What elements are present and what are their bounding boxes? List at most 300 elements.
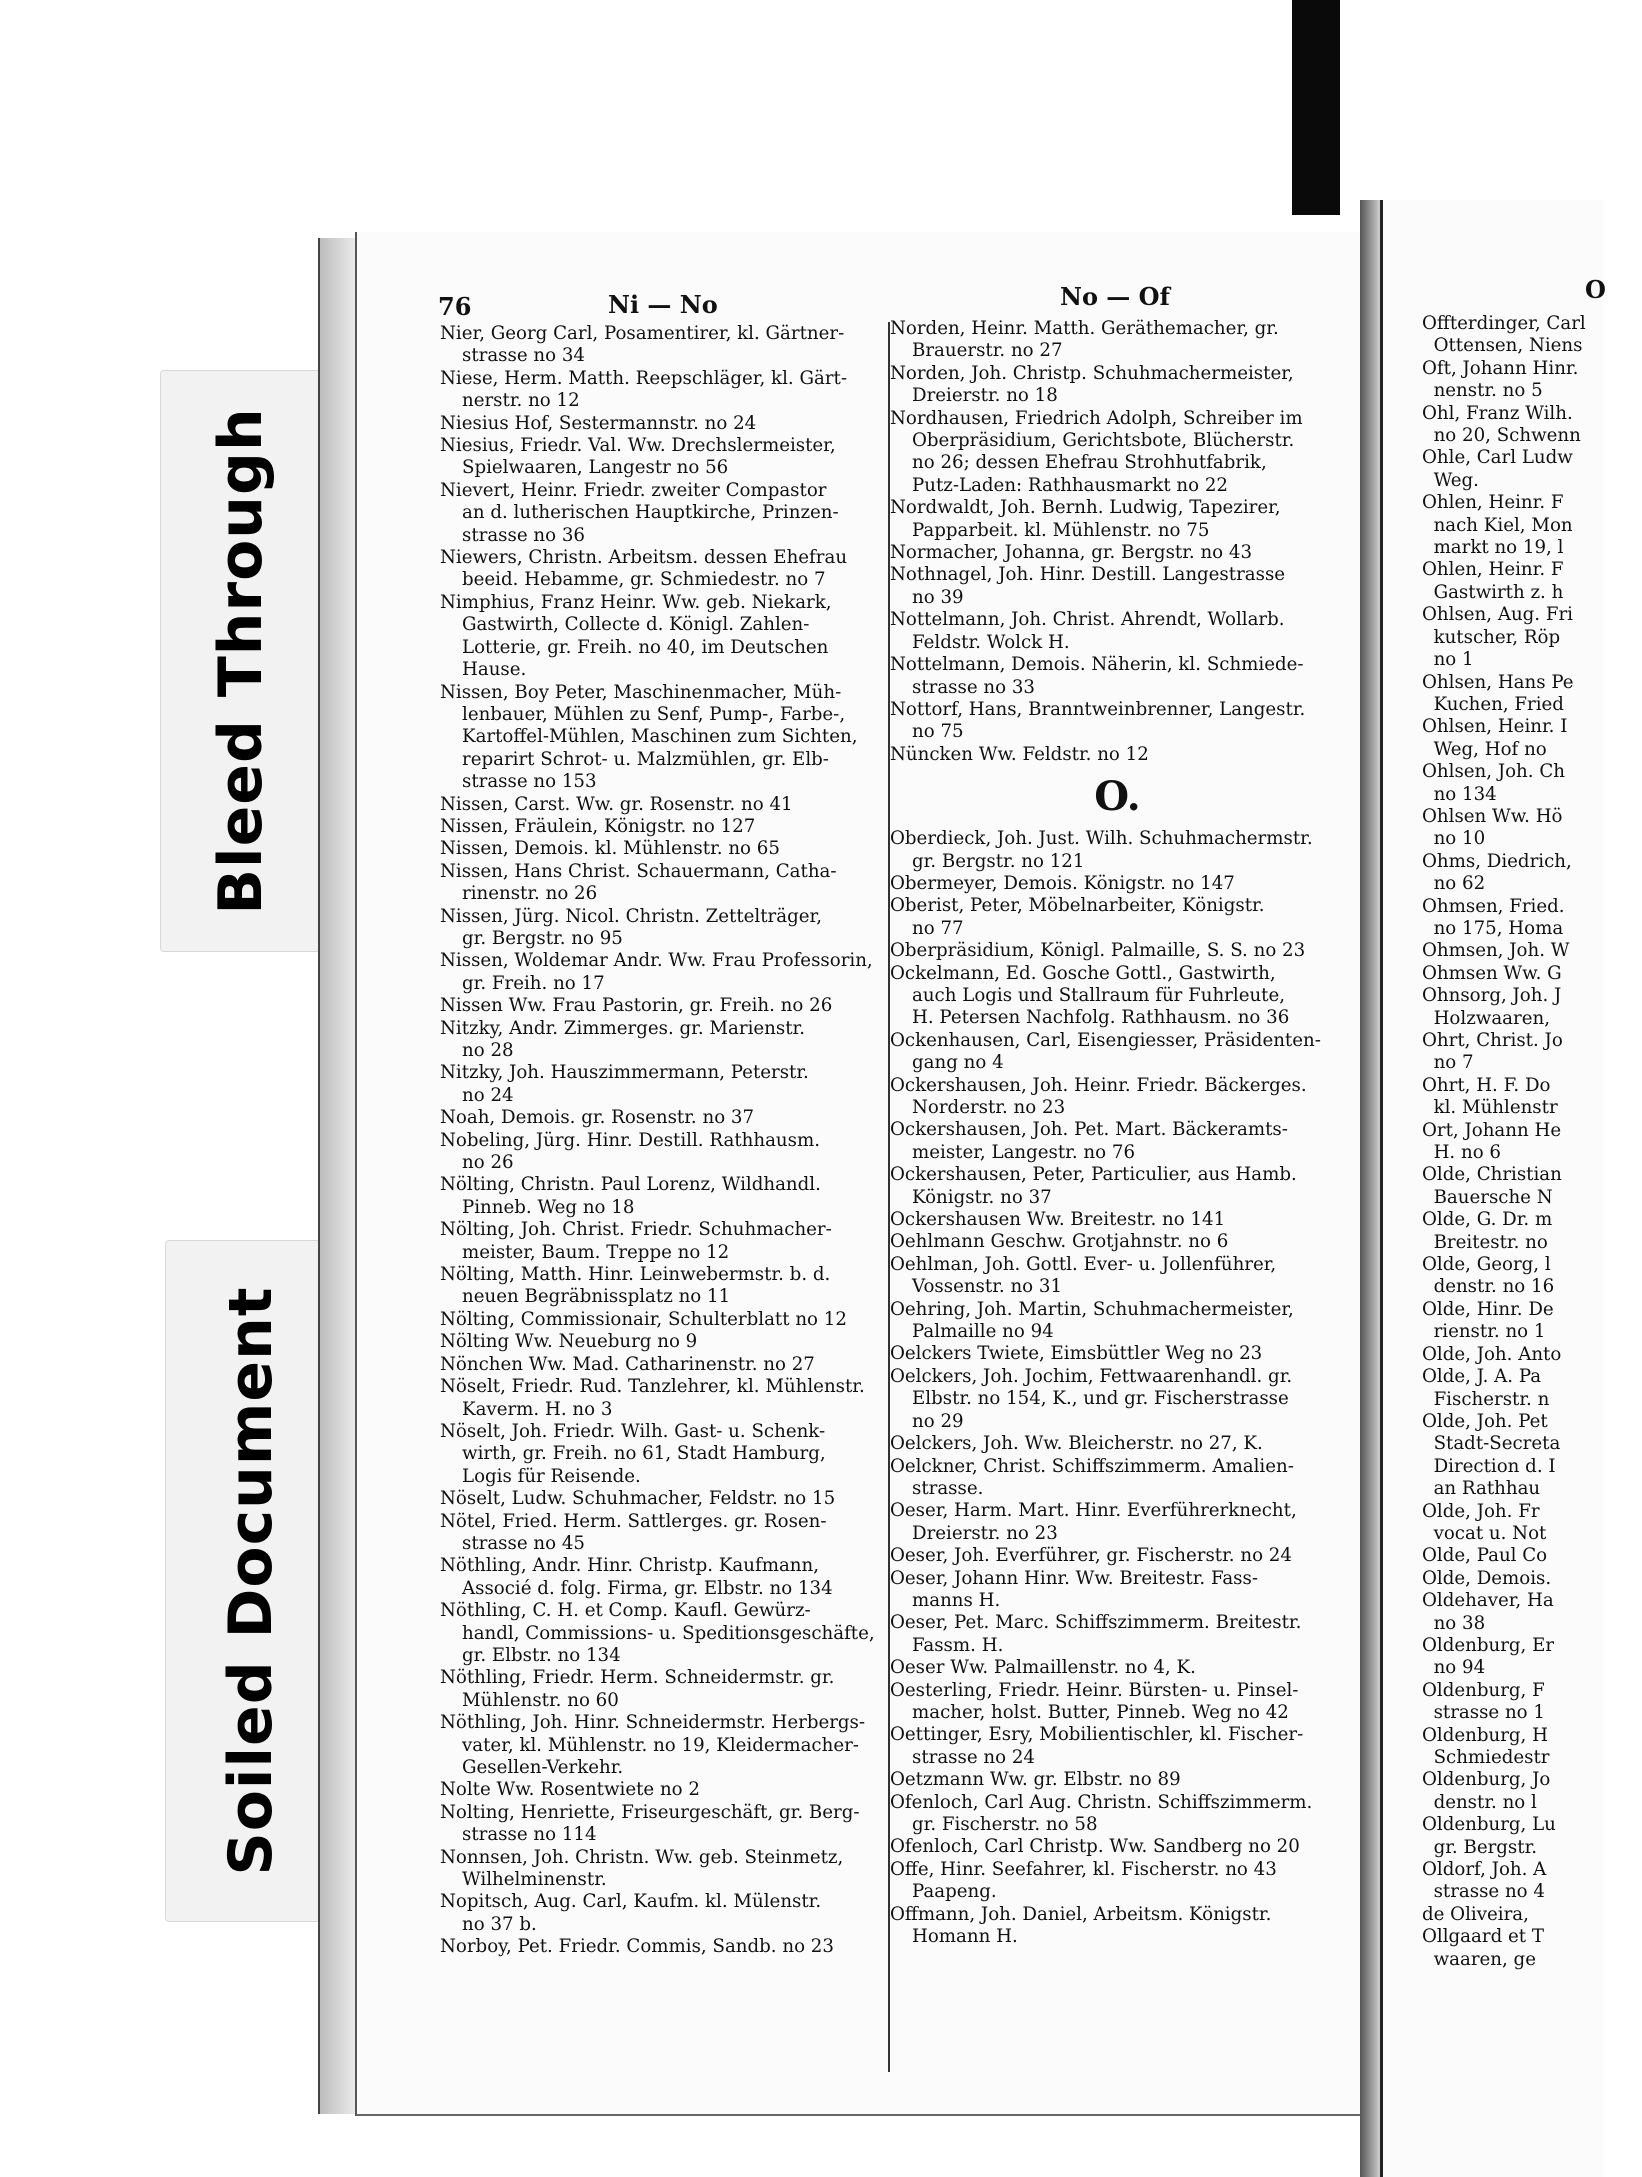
entry-first-line: Nimphius, Franz Heinr. Ww. geb. Niekark, bbox=[440, 591, 832, 613]
next-page-line: markt no 19, l bbox=[1422, 537, 1564, 559]
entry-first-line: Oehring, Joh. Martin, Schuhmachermeister, bbox=[890, 1298, 1294, 1320]
entry-first-line: Nöthling, Joh. Hinr. Schneidermstr. Herbergs- bbox=[440, 1712, 866, 1734]
directory-entry bbox=[440, 1107, 888, 1129]
entry-continuation-line: handl, Commissions- u. Speditionsgeschäfte, bbox=[462, 1622, 875, 1644]
entry-continuation-line: Mühlenstr. no 60 bbox=[462, 1689, 619, 1711]
entry-first-line: Oberist, Peter, Möbelnarbeiter, Königstr. bbox=[890, 895, 1265, 917]
next-page-line: no 38 bbox=[1422, 1612, 1486, 1634]
next-page-line: Ohlsen, Hans Pe bbox=[1422, 671, 1574, 693]
entry-first-line: Oeser, Joh. Everführer, gr. Fischerstr. no 24 bbox=[890, 1545, 1292, 1567]
next-page-line: Fischerstr. n bbox=[1422, 1388, 1550, 1410]
directory-entry bbox=[440, 1219, 888, 1264]
next-page-line: Ottensen, Niens bbox=[1422, 335, 1583, 357]
entry-first-line: Nölting, Joh. Christ. Friedr. Schuhmacher- bbox=[440, 1219, 832, 1241]
next-page-line: H. no 6 bbox=[1422, 1142, 1502, 1164]
directory-entry bbox=[890, 1366, 1345, 1433]
entry-continuation-line: Dreierstr. no 23 bbox=[912, 1522, 1058, 1544]
bleed-through-tab bbox=[160, 370, 322, 952]
directory-entry bbox=[440, 435, 888, 480]
directory-entry bbox=[440, 794, 888, 816]
directory-entry bbox=[440, 1712, 888, 1779]
directory-entry bbox=[440, 480, 888, 547]
next-page-line: Olde, Paul Co bbox=[1422, 1545, 1548, 1567]
entry-continuation-line: neuen Begräbnissplatz no 11 bbox=[462, 1286, 731, 1308]
book-spine bbox=[1360, 200, 1380, 2177]
next-page-line: strasse no 4 bbox=[1422, 1881, 1545, 1903]
entry-first-line: Nolte Ww. Rosentwiete no 2 bbox=[440, 1779, 700, 1801]
next-page-line: Direction d. I bbox=[1422, 1455, 1556, 1477]
entry-continuation-line: Vossenstr. no 31 bbox=[912, 1276, 1063, 1298]
next-page-column bbox=[1422, 313, 1642, 1971]
directory-entry bbox=[890, 542, 1345, 564]
entry-first-line: Nordwaldt, Joh. Bernh. Ludwig, Tapezirer, bbox=[890, 497, 1281, 519]
entry-first-line: Nötel, Fried. Herm. Sattlerges. gr. Rosen- bbox=[440, 1510, 827, 1532]
entry-first-line: Nölting Ww. Neueburg no 9 bbox=[440, 1331, 698, 1353]
entry-continuation-line: Brauerstr. no 27 bbox=[912, 340, 1063, 362]
next-page-line: kutscher, Röp bbox=[1422, 626, 1561, 648]
entry-continuation-line: Fassm. H. bbox=[912, 1634, 1004, 1656]
entry-continuation-line: Papparbeit. kl. Mühlenstr. no 75 bbox=[912, 519, 1210, 541]
entry-first-line: Nissen, Boy Peter, Maschinenmacher, Müh- bbox=[440, 681, 842, 703]
next-page-line: Oldehaver, Ha bbox=[1422, 1590, 1554, 1612]
directory-entry bbox=[890, 699, 1345, 744]
next-page-line: kl. Mühlenstr bbox=[1422, 1097, 1558, 1119]
entry-continuation-line: no 26; dessen Ehefrau Strohhutfabrik, bbox=[912, 452, 1267, 474]
directory-entry bbox=[890, 1456, 1345, 1501]
entry-first-line: Nottelmann, Joh. Christ. Ahrendt, Wollarb. bbox=[890, 609, 1285, 631]
next-page-line: Oldenburg, H bbox=[1422, 1724, 1548, 1746]
entry-continuation-line: rinenstr. no 26 bbox=[462, 883, 598, 905]
entry-first-line: Nissen, Fräulein, Königstr. no 127 bbox=[440, 815, 756, 837]
entry-first-line: Oelckers Twiete, Eimsbüttler Weg no 23 bbox=[890, 1343, 1263, 1365]
next-page-line: Olde, Georg, l bbox=[1422, 1254, 1551, 1276]
directory-entry bbox=[440, 1130, 888, 1175]
entry-continuation-line: macher, holst. Butter, Pinneb. Weg no 42 bbox=[912, 1701, 1289, 1723]
next-page-line: Olde, Christian bbox=[1422, 1164, 1562, 1186]
next-page-line: Oldenburg, Lu bbox=[1422, 1814, 1556, 1836]
next-page-line: Ohmsen Ww. G bbox=[1422, 962, 1562, 984]
next-page-line: nach Kiel, Mon bbox=[1422, 514, 1573, 536]
entry-first-line: Norden, Heinr. Matth. Geräthemacher, gr. bbox=[890, 318, 1279, 339]
entry-continuation-line: wirth, gr. Freih. no 61, Stadt Hamburg, bbox=[462, 1443, 826, 1465]
entry-continuation-line: no 77 bbox=[912, 917, 964, 939]
directory-entry bbox=[890, 318, 1345, 363]
entry-first-line: Nöselt, Friedr. Rud. Tanzlehrer, kl. Mühlenstr. bbox=[440, 1376, 865, 1398]
directory-entry bbox=[440, 1354, 888, 1376]
directory-entry bbox=[440, 1309, 888, 1331]
black-bar bbox=[1292, 0, 1340, 215]
next-page-line: Holzwaaren, bbox=[1422, 1007, 1550, 1029]
entry-first-line: Norden, Joh. Christp. Schuhmachermeister, bbox=[890, 362, 1294, 384]
entry-first-line: Oelckner, Christ. Schiffszimmerm. Amalien- bbox=[890, 1455, 1294, 1477]
entry-first-line: Nottorf, Hans, Branntweinbrenner, Langestr. bbox=[890, 698, 1306, 720]
directory-entry bbox=[440, 816, 888, 838]
next-page-line: Weg. bbox=[1422, 469, 1479, 491]
directory-entry bbox=[440, 1174, 888, 1219]
directory-entry bbox=[440, 1421, 888, 1488]
entry-continuation-line: gr. Freih. no 17 bbox=[462, 972, 605, 994]
left-column bbox=[440, 323, 888, 1959]
entry-first-line: Norboy, Pet. Friedr. Commis, Sandb. no 23 bbox=[440, 1936, 834, 1958]
next-page-line: no 175, Homa bbox=[1422, 917, 1564, 939]
next-page-line: Ohlsen, Aug. Fri bbox=[1422, 604, 1573, 626]
next-page-line: Ohlsen, Heinr. I bbox=[1422, 716, 1568, 738]
entry-continuation-line: lenbauer, Mühlen zu Senf, Pump-, Farbe-, bbox=[462, 703, 846, 725]
entry-first-line: Nöthling, Andr. Hinr. Christp. Kaufmann, bbox=[440, 1555, 819, 1577]
entry-continuation-line: gang no 4 bbox=[912, 1052, 1004, 1074]
directory-entry bbox=[890, 940, 1345, 962]
directory-entry bbox=[440, 950, 888, 995]
directory-entry bbox=[890, 1724, 1345, 1769]
entry-continuation-line: strasse no 153 bbox=[462, 771, 597, 793]
next-page-line: waaren, ge bbox=[1422, 1948, 1536, 1970]
entry-first-line: Nölting, Christn. Paul Lorenz, Wildhandl. bbox=[440, 1174, 821, 1196]
next-page-line: Oldenburg, Er bbox=[1422, 1634, 1555, 1656]
next-page-line: Olde, G. Dr. m bbox=[1422, 1209, 1553, 1231]
directory-entry bbox=[890, 1545, 1345, 1567]
running-head-right: No — Of bbox=[1060, 282, 1170, 311]
entry-first-line: Oeser, Harm. Mart. Hinr. Everführerknecht, bbox=[890, 1500, 1297, 1522]
letter-heading: O. bbox=[1094, 773, 1141, 821]
right-column bbox=[890, 318, 1345, 1948]
directory-entry bbox=[890, 1612, 1345, 1657]
entry-continuation-line: Königstr. no 37 bbox=[912, 1186, 1052, 1208]
entry-first-line: Noah, Demois. gr. Rosenstr. no 37 bbox=[440, 1107, 755, 1129]
entry-continuation-line: Lotterie, gr. Freih. no 40, im Deutschen bbox=[462, 636, 829, 658]
entry-continuation-line: no 26 bbox=[462, 1152, 514, 1174]
entry-continuation-line: vater, kl. Mühlenstr. no 19, Kleidermacher- bbox=[462, 1734, 859, 1756]
entry-first-line: Nöselt, Joh. Friedr. Wilh. Gast- u. Schenk- bbox=[440, 1420, 826, 1442]
entry-continuation-line: Palmaille no 94 bbox=[912, 1321, 1054, 1343]
directory-entry bbox=[890, 1500, 1345, 1545]
next-page-line: an Rathhau bbox=[1422, 1478, 1541, 1500]
page-number: 76 bbox=[438, 292, 472, 321]
next-page-line: Ohrt, H. F. Do bbox=[1422, 1074, 1551, 1096]
directory-entry bbox=[440, 1376, 888, 1421]
entry-first-line: Obermeyer, Demois. Königstr. no 147 bbox=[890, 872, 1235, 894]
directory-entry bbox=[440, 368, 888, 413]
entry-first-line: Oeser, Pet. Marc. Schiffszimmerm. Breitestr. bbox=[890, 1612, 1302, 1634]
directory-entry bbox=[890, 1164, 1345, 1209]
directory-entry bbox=[440, 838, 888, 860]
next-page-line: Bauersche N bbox=[1422, 1186, 1553, 1208]
entry-first-line: Oelckers, Joh. Jochim, Fettwaarenhandl. gr. bbox=[890, 1365, 1293, 1387]
directory-entry bbox=[440, 906, 888, 951]
entry-continuation-line: no 37 b. bbox=[462, 1913, 537, 1935]
directory-entry bbox=[890, 895, 1345, 940]
entry-continuation-line: strasse no 33 bbox=[912, 676, 1035, 698]
next-page-line: denstr. no l bbox=[1422, 1791, 1537, 1813]
entry-continuation-line: gr. Bergstr. no 95 bbox=[462, 927, 623, 949]
next-page-line: Olde, Hinr. De bbox=[1422, 1298, 1554, 1320]
next-page-line: strasse no 1 bbox=[1422, 1702, 1545, 1724]
entry-continuation-line: H. Petersen Nachfolg. Rathhausm. no 36 bbox=[912, 1007, 1290, 1029]
entry-first-line: Offe, Hinr. Seefahrer, kl. Fischerstr. no 43 bbox=[890, 1858, 1277, 1880]
entry-continuation-line: Homann H. bbox=[912, 1926, 1018, 1948]
entry-continuation-line: strasse. bbox=[912, 1477, 984, 1499]
directory-entry bbox=[890, 1657, 1345, 1679]
directory-entry bbox=[890, 1680, 1345, 1725]
entry-continuation-line: nerstr. no 12 bbox=[462, 390, 580, 412]
next-page-line: Olde, J. A. Pa bbox=[1422, 1366, 1542, 1388]
next-page-line: Ohlen, Heinr. F bbox=[1422, 492, 1564, 514]
entry-first-line: Nissen, Woldemar Andr. Ww. Frau Professorin, bbox=[440, 950, 873, 972]
entry-first-line: Niesius Hof, Sestermannstr. no 24 bbox=[440, 412, 757, 434]
directory-entry bbox=[890, 497, 1345, 542]
directory-entry bbox=[890, 363, 1345, 408]
entry-first-line: Nissen, Hans Christ. Schauermann, Catha- bbox=[440, 860, 837, 882]
entry-continuation-line: no 29 bbox=[912, 1410, 964, 1432]
entry-first-line: Ockershausen Ww. Breitestr. no 141 bbox=[890, 1209, 1226, 1231]
entry-first-line: Oesterling, Friedr. Heinr. Bürsten- u. Pinsel- bbox=[890, 1679, 1299, 1701]
entry-continuation-line: Norderstr. no 23 bbox=[912, 1097, 1066, 1118]
entry-continuation-line: meister, Baum. Treppe no 12 bbox=[462, 1241, 730, 1263]
next-page-line: Olde, Joh. Anto bbox=[1422, 1343, 1562, 1365]
directory-entry bbox=[890, 1209, 1345, 1231]
entry-first-line: Nonnsen, Joh. Christn. Ww. geb. Steinmetz, bbox=[440, 1846, 844, 1868]
directory-entry bbox=[440, 1667, 888, 1712]
entry-continuation-line: strasse no 34 bbox=[462, 345, 585, 367]
entry-first-line: Offmann, Joh. Daniel, Arbeitsm. Königstr. bbox=[890, 1903, 1272, 1925]
next-page-line: nenstr. no 5 bbox=[1422, 380, 1543, 402]
directory-entry bbox=[440, 413, 888, 435]
directory-entry bbox=[440, 1802, 888, 1847]
entry-first-line: Nissen, Jürg. Nicol. Christn. Zettelträger, bbox=[440, 905, 822, 927]
entry-first-line: Nopitsch, Aug. Carl, Kaufm. kl. Mülenstr. bbox=[440, 1891, 822, 1913]
directory-entry bbox=[440, 1847, 888, 1892]
entry-continuation-line: Logis für Reisende. bbox=[462, 1465, 641, 1487]
entry-continuation-line: Putz-Laden: Rathhausmarkt no 22 bbox=[912, 474, 1228, 496]
entry-first-line: Oelckers, Joh. Ww. Bleicherstr. no 27, K. bbox=[890, 1433, 1263, 1455]
entry-continuation-line: Wilhelminenstr. bbox=[462, 1869, 607, 1891]
entry-first-line: Niesius, Friedr. Val. Ww. Drechslermeister, bbox=[440, 435, 836, 457]
directory-entry bbox=[440, 547, 888, 592]
entry-continuation-line: gr. Fischerstr. no 58 bbox=[912, 1814, 1098, 1835]
next-page-line: vocat u. Not bbox=[1422, 1522, 1547, 1544]
entry-continuation-line: Associé d. folg. Firma, gr. Elbstr. no 134 bbox=[462, 1577, 833, 1599]
next-page-line: Ohl, Franz Wilh. bbox=[1422, 402, 1573, 424]
entry-first-line: Nissen, Demois. kl. Mühlenstr. no 65 bbox=[440, 838, 780, 860]
entry-continuation-line: no 24 bbox=[462, 1084, 514, 1106]
next-page-line: denstr. no 16 bbox=[1422, 1276, 1555, 1298]
directory-entry bbox=[440, 1891, 888, 1936]
next-page-line: Oldenburg, F bbox=[1422, 1679, 1545, 1701]
entry-continuation-line: no 28 bbox=[462, 1040, 514, 1061]
next-page-line: Ohlsen, Joh. Ch bbox=[1422, 761, 1565, 783]
next-page-line: gr. Bergstr. bbox=[1422, 1836, 1538, 1858]
next-page-line: no 62 bbox=[1422, 873, 1486, 895]
entry-continuation-line: Oberpräsidium, Gerichtsbote, Blücherstr. bbox=[912, 430, 1295, 452]
directory-entry bbox=[890, 963, 1345, 1030]
directory-entry bbox=[440, 1018, 888, 1063]
entry-continuation-line: manns H. bbox=[912, 1589, 1001, 1611]
entry-first-line: Ockershausen, Joh. Pet. Mart. Bäckeramts- bbox=[890, 1119, 1288, 1141]
next-page-line: Ohmsen, Fried. bbox=[1422, 895, 1565, 917]
next-page-line: Ollgaard et T bbox=[1422, 1926, 1544, 1948]
directory-entry bbox=[890, 1254, 1345, 1299]
next-page-line: Kuchen, Fried bbox=[1422, 693, 1564, 715]
directory-entry bbox=[440, 1600, 888, 1667]
entry-continuation-line: Kaverm. H. no 3 bbox=[462, 1398, 613, 1420]
page-edge-shadow bbox=[318, 238, 360, 2114]
directory-entry bbox=[890, 1836, 1345, 1858]
next-page-line: no 10 bbox=[1422, 828, 1486, 850]
entry-first-line: Nüncken Ww. Feldstr. no 12 bbox=[890, 743, 1149, 765]
next-page-line: Oldenburg, Jo bbox=[1422, 1769, 1551, 1791]
entry-first-line: Oehlman, Joh. Gottl. Ever- u. Jollenführer, bbox=[890, 1253, 1277, 1275]
entry-first-line: Oettinger, Esry, Mobilientischler, kl. Fischer- bbox=[890, 1724, 1304, 1746]
directory-entry bbox=[440, 1062, 888, 1107]
entry-first-line: Nothnagel, Joh. Hinr. Destill. Langestrasse bbox=[890, 564, 1286, 586]
entry-first-line: Nölting, Commissionair, Schulterblatt no 12 bbox=[440, 1308, 847, 1330]
entry-continuation-line: Elbstr. no 154, K., und gr. Fischerstrasse bbox=[912, 1388, 1289, 1410]
next-page-line: Breitestr. no bbox=[1422, 1231, 1548, 1253]
directory-entry bbox=[890, 1792, 1345, 1837]
directory-entry bbox=[890, 744, 1345, 766]
directory-entry bbox=[890, 564, 1345, 609]
next-page-line: Gastwirth z. h bbox=[1422, 581, 1564, 603]
entry-first-line: Nievert, Heinr. Friedr. zweiter Compastor bbox=[440, 479, 827, 501]
entry-first-line: Nönchen Ww. Mad. Catharinenstr. no 27 bbox=[440, 1353, 815, 1375]
entry-first-line: Nölting, Matth. Hinr. Leinwebermstr. b. d. bbox=[440, 1264, 831, 1286]
directory-entry bbox=[440, 1779, 888, 1801]
directory-entry bbox=[440, 592, 888, 682]
soiled-document-tab bbox=[165, 1240, 337, 1922]
entry-first-line: Oberpräsidium, Königl. Palmaille, S. S. no 23 bbox=[890, 940, 1306, 962]
directory-entry bbox=[890, 1769, 1345, 1791]
entry-first-line: Oeser Ww. Palmaillenstr. no 4, K. bbox=[890, 1657, 1196, 1679]
next-page-line: Schmiedestr bbox=[1422, 1747, 1550, 1768]
directory-entry bbox=[440, 1488, 888, 1510]
entry-first-line: Nöthling, C. H. et Comp. Kaufl. Gewürz- bbox=[440, 1600, 811, 1622]
entry-continuation-line: strasse no 114 bbox=[462, 1824, 597, 1846]
entry-continuation-line: strasse no 45 bbox=[462, 1532, 585, 1554]
right-column-n-entries bbox=[890, 318, 1345, 766]
entry-continuation-line: no 75 bbox=[912, 721, 964, 743]
entry-continuation-line: Gastwirth, Collecte d. Königl. Zahlen- bbox=[462, 614, 810, 636]
entry-first-line: Ockershausen, Peter, Particulier, aus Hamb. bbox=[890, 1164, 1297, 1186]
entry-first-line: Ofenloch, Carl Christp. Ww. Sandberg no 20 bbox=[890, 1836, 1300, 1858]
entry-first-line: Oberdieck, Joh. Just. Wilh. Schuhmachermstr. bbox=[890, 828, 1313, 850]
next-page-line: no 20, Schwenn bbox=[1422, 425, 1581, 447]
directory-entry bbox=[890, 408, 1345, 498]
entry-continuation-line: no 39 bbox=[912, 586, 964, 608]
entry-continuation-line: Dreierstr. no 18 bbox=[912, 385, 1058, 407]
entry-first-line: Nissen Ww. Frau Pastorin, gr. Freih. no 26 bbox=[440, 995, 833, 1017]
entry-first-line: Nottelmann, Demois. Näherin, kl. Schmiede- bbox=[890, 654, 1304, 676]
entry-first-line: Nier, Georg Carl, Posamentirer, kl. Gärtner- bbox=[440, 323, 845, 344]
next-page-line: Ohmsen, Joh. W bbox=[1422, 940, 1570, 962]
directory-entry bbox=[890, 1119, 1345, 1164]
directory-entry bbox=[440, 1264, 888, 1309]
entry-first-line: Niewers, Christn. Arbeitsm. dessen Ehefrau bbox=[440, 547, 848, 569]
entry-first-line: Nöselt, Ludw. Schuhmacher, Feldstr. no 15 bbox=[440, 1488, 836, 1510]
next-page-line: Oldorf, Joh. A bbox=[1422, 1859, 1547, 1881]
next-page-line: Olde, Demois. bbox=[1422, 1567, 1552, 1589]
entry-first-line: Nöthling, Friedr. Herm. Schneidermstr. gr. bbox=[440, 1667, 835, 1689]
entry-continuation-line: Feldstr. Wolck H. bbox=[912, 631, 1070, 653]
entry-first-line: Oehlmann Geschw. Grotjahnstr. no 6 bbox=[890, 1231, 1229, 1253]
next-page-line: no 1 bbox=[1422, 649, 1474, 671]
entry-continuation-line: auch Logis und Stallraum für Fuhrleute, bbox=[912, 984, 1286, 1006]
directory-entry bbox=[440, 323, 888, 368]
entry-first-line: Oeser, Johann Hinr. Ww. Breitestr. Fass- bbox=[890, 1567, 1258, 1589]
directory-entry bbox=[890, 1030, 1345, 1075]
next-page-line: Ohlen, Heinr. F bbox=[1422, 559, 1564, 581]
bleed-through-label: Bleed Through bbox=[206, 407, 276, 915]
directory-entry bbox=[440, 995, 888, 1017]
directory-entry bbox=[440, 1331, 888, 1353]
entry-continuation-line: an d. lutherischen Hauptkirche, Prinzen- bbox=[462, 502, 839, 524]
next-page-line: de Oliveira, bbox=[1422, 1903, 1529, 1925]
directory-entry bbox=[890, 1343, 1345, 1365]
entry-first-line: Ockenhausen, Carl, Eisengiesser, Präsidenten- bbox=[890, 1029, 1321, 1051]
entry-continuation-line: Kartoffel-Mühlen, Maschinen zum Sichten, bbox=[462, 726, 858, 748]
entry-first-line: Normacher, Johanna, gr. Bergstr. no 43 bbox=[890, 542, 1253, 564]
directory-entry bbox=[440, 682, 888, 794]
entry-first-line: Ofenloch, Carl Aug. Christn. Schiffszimmerm. bbox=[890, 1791, 1313, 1813]
directory-entry bbox=[890, 828, 1345, 873]
directory-entry bbox=[890, 1231, 1345, 1253]
next-page-line: rienstr. no 1 bbox=[1422, 1321, 1546, 1343]
next-page-line: Olde, Joh. Fr bbox=[1422, 1500, 1540, 1522]
entry-continuation-line: Pinneb. Weg no 18 bbox=[462, 1196, 635, 1218]
next-page-line: no 94 bbox=[1422, 1657, 1486, 1679]
entry-continuation-line: gr. Elbstr. no 134 bbox=[462, 1644, 621, 1666]
directory-entry bbox=[890, 654, 1345, 699]
entry-first-line: Nitzky, Joh. Hauszimmermann, Peterstr. bbox=[440, 1062, 809, 1084]
next-page-line: Ohrt, Christ. Jo bbox=[1422, 1030, 1563, 1051]
entry-continuation-line: Spielwaaren, Langestr no 56 bbox=[462, 457, 729, 479]
directory-entry bbox=[890, 1433, 1345, 1455]
soiled-document-label: Soiled Document bbox=[216, 1286, 286, 1876]
directory-entry bbox=[890, 1568, 1345, 1613]
directory-entry bbox=[890, 1859, 1345, 1904]
entry-first-line: Nobeling, Jürg. Hinr. Destill. Rathhausm. bbox=[440, 1129, 820, 1151]
directory-entry bbox=[890, 873, 1345, 895]
next-page-line: Ort, Johann He bbox=[1422, 1119, 1562, 1141]
next-page-line: Ohle, Carl Ludw bbox=[1422, 447, 1573, 469]
entry-first-line: Ockelmann, Ed. Gosche Gottl., Gastwirth, bbox=[890, 962, 1276, 984]
directory-entry bbox=[890, 609, 1345, 654]
entry-continuation-line: Hause. bbox=[462, 659, 527, 681]
entry-first-line: Nordhausen, Friedrich Adolph, Schreiber im bbox=[890, 407, 1303, 429]
next-page-line: Weg, Hof no bbox=[1422, 738, 1547, 760]
entry-first-line: Nitzky, Andr. Zimmerges. gr. Marienstr. bbox=[440, 1017, 805, 1039]
running-head-left: Ni — No bbox=[608, 290, 718, 319]
next-page-running-head: O bbox=[1585, 275, 1606, 304]
next-page-line: Ohms, Diedrich, bbox=[1422, 850, 1572, 872]
entry-continuation-line: strasse no 24 bbox=[912, 1746, 1035, 1768]
directory-entry bbox=[440, 1936, 888, 1958]
directory-entry bbox=[890, 1299, 1345, 1344]
next-page-line: Olde, Joh. Pet bbox=[1422, 1410, 1548, 1432]
next-page-line: Ohlsen Ww. Hö bbox=[1422, 805, 1563, 827]
entry-first-line: Ockershausen, Joh. Heinr. Friedr. Bäckerges. bbox=[890, 1074, 1307, 1096]
entry-continuation-line: beeid. Hebamme, gr. Schmiedestr. no 7 bbox=[462, 569, 826, 591]
entry-first-line: Nolting, Henriette, Friseurgeschäft, gr. Berg- bbox=[440, 1801, 860, 1823]
entry-continuation-line: reparirt Schrot- u. Malzmühlen, gr. Elb- bbox=[462, 748, 829, 770]
directory-entry bbox=[440, 1511, 888, 1556]
next-page-line: no 7 bbox=[1422, 1052, 1474, 1074]
directory-entry bbox=[890, 1075, 1345, 1120]
next-page-line: Oft, Johann Hinr. bbox=[1422, 357, 1579, 379]
next-page-line: no 134 bbox=[1422, 783, 1497, 805]
next-page-line: Stadt-Secreta bbox=[1422, 1433, 1561, 1455]
entry-first-line: Oetzmann Ww. gr. Elbstr. no 89 bbox=[890, 1769, 1181, 1791]
right-column-o-entries bbox=[890, 828, 1345, 1948]
entry-first-line: Nissen, Carst. Ww. gr. Rosenstr. no 41 bbox=[440, 793, 793, 815]
